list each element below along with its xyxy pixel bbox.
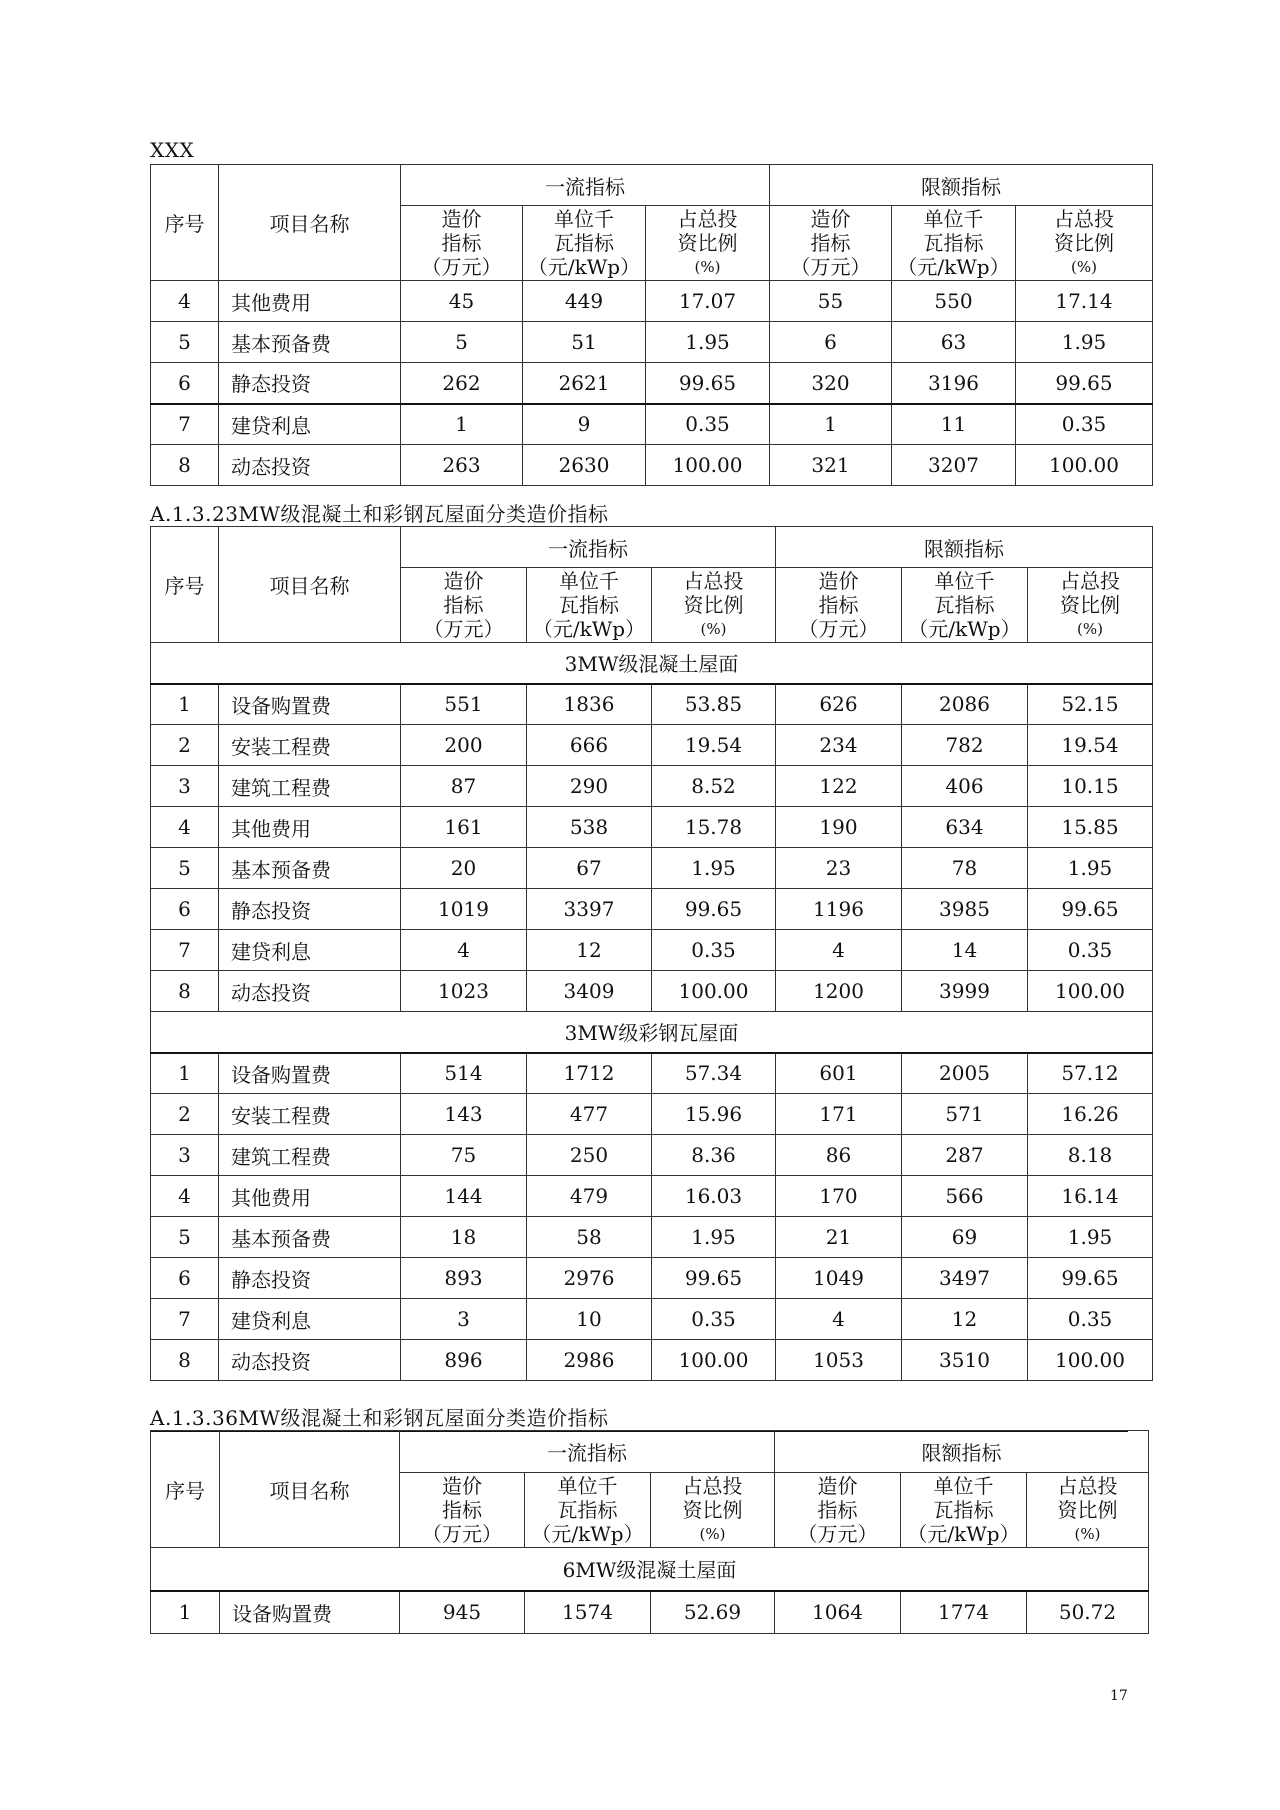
- table-row: [151, 1340, 1153, 1381]
- cell-value: 100.00: [1028, 971, 1153, 1012]
- header-ratio-line: (%): [1077, 620, 1103, 638]
- header-unit-line: 单位千: [923, 207, 984, 231]
- cell-value: 4: [776, 1299, 902, 1340]
- header-ratio-line: 占总投: [682, 1474, 743, 1498]
- header-ratio-line: 资比例: [1054, 231, 1114, 255]
- cell-seq: 4: [151, 281, 219, 322]
- cell-seq: 1: [151, 1591, 220, 1634]
- header-unit-line: （元/kWp）: [908, 617, 1021, 641]
- cell-value: 78: [902, 848, 1028, 889]
- header-cost: [776, 568, 902, 643]
- cell-value: 14: [902, 930, 1028, 971]
- header-ratio-line: 资比例: [1060, 593, 1120, 617]
- table-row: [151, 1299, 1153, 1340]
- cell-value: 12: [902, 1299, 1028, 1340]
- cell-seq: 6: [151, 889, 219, 930]
- cell-value: 2986: [527, 1340, 652, 1381]
- cell-seq: 7: [151, 404, 219, 445]
- header-group-yiliu: 一流指标: [401, 527, 776, 568]
- cell-value: 893: [401, 1258, 527, 1299]
- cell-value: 566: [902, 1176, 1028, 1217]
- cell-value: 2976: [527, 1258, 652, 1299]
- cell-value: 143: [401, 1094, 527, 1135]
- cell-value: 1064: [775, 1591, 901, 1634]
- header-cost-line: （万元）: [790, 255, 871, 279]
- header-unit-line: 瓦指标: [559, 593, 619, 617]
- cell-value: 20: [401, 848, 527, 889]
- cell-item-name: 设备购置费: [220, 1591, 400, 1634]
- cell-item-name: 动态投资: [219, 1340, 401, 1381]
- cell-value: 100.00: [646, 445, 770, 486]
- header-ratio-line: 占总投: [1054, 207, 1114, 231]
- page-number: 17: [1110, 1688, 1128, 1704]
- cell-value: 1: [401, 404, 523, 445]
- cell-item-name: 建贷利息: [219, 404, 401, 445]
- header-cost-line: 造价: [818, 569, 859, 593]
- cell-item-name: 动态投资: [219, 445, 401, 486]
- cell-value: 99.65: [1016, 363, 1153, 404]
- header-ratio-line: 资比例: [682, 1498, 743, 1522]
- header-name: 项目名称: [220, 1431, 400, 1548]
- cell-value: 87: [401, 766, 527, 807]
- cell-value: 63: [892, 322, 1016, 363]
- cell-value: 0.35: [1028, 1299, 1153, 1340]
- header-unit-line: 瓦指标: [923, 231, 984, 255]
- cell-value: 99.65: [1028, 889, 1153, 930]
- cell-value: 3397: [527, 889, 652, 930]
- cell-value: 55: [770, 281, 892, 322]
- cell-value: 100.00: [652, 1340, 776, 1381]
- header-ratio-line: 资比例: [677, 231, 738, 255]
- cell-value: 21: [776, 1217, 902, 1258]
- cost-table-6mw: [150, 1430, 1149, 1634]
- cell-value: 190: [776, 807, 902, 848]
- cell-value: 263: [401, 445, 523, 486]
- cell-value: 1774: [901, 1591, 1027, 1634]
- header-ratio: [651, 1473, 775, 1548]
- header-ratio-line: 资比例: [683, 593, 744, 617]
- cell-value: 1196: [776, 889, 902, 930]
- header-ratio: [646, 206, 770, 281]
- header-unit-line: 单位千: [934, 569, 995, 593]
- header-ratio: [652, 568, 776, 643]
- cell-value: 10: [527, 1299, 652, 1340]
- cell-item-name: 基本预备费: [219, 848, 401, 889]
- cell-value: 99.65: [646, 363, 770, 404]
- cell-value: 19.54: [652, 725, 776, 766]
- header-unit: [523, 206, 646, 281]
- header-unit-line: （元/kWp）: [527, 255, 641, 279]
- cell-value: 99.65: [652, 1258, 776, 1299]
- cell-value: 99.65: [1028, 1258, 1153, 1299]
- cell-value: 10.15: [1028, 766, 1153, 807]
- cell-value: 634: [902, 807, 1028, 848]
- cell-seq: 7: [151, 930, 219, 971]
- cell-value: 15.78: [652, 807, 776, 848]
- cell-value: 0.35: [1028, 930, 1153, 971]
- cell-value: 1023: [401, 971, 527, 1012]
- cell-seq: 3: [151, 1135, 219, 1176]
- cell-value: 50.72: [1027, 1591, 1149, 1634]
- cell-value: 1836: [527, 684, 652, 725]
- cell-value: 67: [527, 848, 652, 889]
- cell-seq: 2: [151, 725, 219, 766]
- cell-value: 477: [527, 1094, 652, 1135]
- cell-item-name: 建贷利息: [219, 930, 401, 971]
- cell-value: 1019: [401, 889, 527, 930]
- cell-value: 1200: [776, 971, 902, 1012]
- cell-seq: 5: [151, 322, 219, 363]
- header-unit-line: （元/kWp）: [897, 255, 1010, 279]
- cell-value: 666: [527, 725, 652, 766]
- header-unit-line: 单位千: [559, 569, 619, 593]
- cell-item-name: 设备购置费: [219, 684, 401, 725]
- cell-value: 0.35: [646, 404, 770, 445]
- table-row: [151, 1591, 1149, 1634]
- cell-value: 6: [770, 322, 892, 363]
- header-cost-line: 造价: [810, 207, 851, 231]
- header-cost-line: 造价: [817, 1474, 858, 1498]
- cell-item-name: 基本预备费: [219, 1217, 401, 1258]
- cell-seq: 4: [151, 807, 219, 848]
- header-cost-line: （万元）: [797, 1522, 878, 1546]
- cell-value: 2621: [523, 363, 646, 404]
- table-row: [151, 404, 1153, 445]
- cost-table-3mw: [150, 526, 1153, 1381]
- cell-value: 17.14: [1016, 281, 1153, 322]
- cell-value: 551: [401, 684, 527, 725]
- header-cost-line: 指标: [818, 593, 859, 617]
- cell-item-name: 其他费用: [219, 1176, 401, 1217]
- cell-seq: 5: [151, 1217, 219, 1258]
- table-row: [151, 1053, 1153, 1094]
- cell-value: 1574: [525, 1591, 651, 1634]
- table-row: [151, 363, 1153, 404]
- header-name: 项目名称: [219, 527, 401, 643]
- header-seq: 序号: [151, 527, 219, 643]
- table3-caption: A.1.3.36MW级混凝土和彩钢瓦屋面分类造价指标: [150, 1402, 1128, 1432]
- cell-value: 550: [892, 281, 1016, 322]
- cell-value: 2086: [902, 684, 1028, 725]
- cell-value: 1: [770, 404, 892, 445]
- cell-seq: 2: [151, 1094, 219, 1135]
- table-row: [151, 1176, 1153, 1217]
- header-cost-line: 造价: [443, 569, 484, 593]
- cell-seq: 8: [151, 1340, 219, 1381]
- cell-value: 16.03: [652, 1176, 776, 1217]
- cell-value: 86: [776, 1135, 902, 1176]
- cell-value: 15.96: [652, 1094, 776, 1135]
- cell-value: 1.95: [1016, 322, 1153, 363]
- cell-item-name: 静态投资: [219, 363, 401, 404]
- cost-table-continued: [150, 164, 1153, 486]
- cell-value: 4: [401, 930, 527, 971]
- cell-value: 19.54: [1028, 725, 1153, 766]
- header-unit-line: （元/kWp）: [907, 1522, 1020, 1546]
- cell-value: 3985: [902, 889, 1028, 930]
- cell-seq: 6: [151, 363, 219, 404]
- table-row: [151, 766, 1153, 807]
- header-cost-line: 指标: [810, 231, 851, 255]
- cell-value: 321: [770, 445, 892, 486]
- cell-value: 170: [776, 1176, 902, 1217]
- header-unit: [892, 206, 1016, 281]
- top-label: XXX: [150, 138, 195, 162]
- header-ratio-line: (%): [1074, 1525, 1101, 1543]
- header-unit-line: 瓦指标: [934, 593, 995, 617]
- header-unit: [525, 1473, 651, 1548]
- cell-item-name: 其他费用: [219, 807, 401, 848]
- cell-value: 58: [527, 1217, 652, 1258]
- header-cost-line: （万元）: [421, 255, 502, 279]
- header-cost: [775, 1473, 901, 1548]
- section-row: [151, 1012, 1153, 1053]
- cell-value: 262: [401, 363, 523, 404]
- header-cost-line: 指标: [442, 1498, 482, 1522]
- cell-value: 1.95: [652, 1217, 776, 1258]
- cell-value: 2630: [523, 445, 646, 486]
- cell-value: 538: [527, 807, 652, 848]
- cell-value: 3: [401, 1299, 527, 1340]
- cell-item-name: 动态投资: [219, 971, 401, 1012]
- table-row: [151, 1135, 1153, 1176]
- header-cost: [770, 206, 892, 281]
- cell-item-name: 安装工程费: [219, 725, 401, 766]
- table2-caption: A.1.3.23MW级混凝土和彩钢瓦屋面分类造价指标: [150, 502, 609, 526]
- cell-value: 234: [776, 725, 902, 766]
- cell-item-name: 设备购置费: [219, 1053, 401, 1094]
- cell-item-name: 安装工程费: [219, 1094, 401, 1135]
- cell-value: 571: [902, 1094, 1028, 1135]
- cell-value: 514: [401, 1053, 527, 1094]
- cell-seq: 1: [151, 684, 219, 725]
- cell-value: 3999: [902, 971, 1028, 1012]
- cell-value: 1.95: [1028, 848, 1153, 889]
- table-row: [151, 889, 1153, 930]
- table-row: [151, 684, 1153, 725]
- cell-value: 16.14: [1028, 1176, 1153, 1217]
- cell-value: 626: [776, 684, 902, 725]
- header-name: 项目名称: [219, 165, 401, 281]
- header-ratio-line: 占总投: [1057, 1474, 1118, 1498]
- cell-value: 1.95: [1028, 1217, 1153, 1258]
- cell-value: 5: [401, 322, 523, 363]
- cell-value: 782: [902, 725, 1028, 766]
- table-row: [151, 930, 1153, 971]
- cell-value: 4: [776, 930, 902, 971]
- section-title: 3MW级混凝土屋面: [151, 643, 1153, 684]
- cell-value: 23: [776, 848, 902, 889]
- cell-value: 9: [523, 404, 646, 445]
- cell-value: 200: [401, 725, 527, 766]
- cell-seq: 3: [151, 766, 219, 807]
- header-unit: [527, 568, 652, 643]
- table-row: [151, 1217, 1153, 1258]
- header-group-xiane: 限额指标: [776, 527, 1153, 568]
- cell-value: 287: [902, 1135, 1028, 1176]
- cell-value: 1049: [776, 1258, 902, 1299]
- cell-item-name: 其他费用: [219, 281, 401, 322]
- header-cost-line: 指标: [443, 593, 484, 617]
- section-row: [151, 1548, 1149, 1591]
- cell-seq: 4: [151, 1176, 219, 1217]
- header-cost: [401, 568, 527, 643]
- cell-value: 52.69: [651, 1591, 775, 1634]
- header-group-xiane: 限额指标: [770, 165, 1153, 206]
- cell-value: 12: [527, 930, 652, 971]
- cell-value: 406: [902, 766, 1028, 807]
- header-unit-line: 单位千: [933, 1474, 994, 1498]
- cell-value: 0.35: [1016, 404, 1153, 445]
- header-cost: [400, 1473, 525, 1548]
- header-row: [151, 1431, 1149, 1473]
- cell-value: 53.85: [652, 684, 776, 725]
- cell-value: 3497: [902, 1258, 1028, 1299]
- header-unit-line: （元/kWp）: [532, 617, 646, 641]
- header-cost-line: 指标: [441, 231, 482, 255]
- cell-value: 1.95: [652, 848, 776, 889]
- header-ratio: [1028, 568, 1153, 643]
- header-unit-line: 瓦指标: [933, 1498, 994, 1522]
- header-ratio-line: 占总投: [677, 207, 738, 231]
- header-ratio-line: (%): [694, 258, 721, 276]
- cell-item-name: 建筑工程费: [219, 766, 401, 807]
- header-group-yiliu: 一流指标: [400, 1431, 775, 1473]
- cell-seq: 5: [151, 848, 219, 889]
- cell-value: 449: [523, 281, 646, 322]
- cell-value: 250: [527, 1135, 652, 1176]
- cell-value: 320: [770, 363, 892, 404]
- table-row: [151, 848, 1153, 889]
- cell-value: 3510: [902, 1340, 1028, 1381]
- header-ratio-line: (%): [1071, 258, 1097, 276]
- cell-item-name: 静态投资: [219, 889, 401, 930]
- header-unit: [902, 568, 1028, 643]
- header-cost-line: 造价: [441, 207, 482, 231]
- cell-seq: 1: [151, 1053, 219, 1094]
- header-row: [151, 165, 1153, 206]
- cell-value: 2005: [902, 1053, 1028, 1094]
- cell-seq: 7: [151, 1299, 219, 1340]
- table-row: [151, 725, 1153, 766]
- cell-value: 15.85: [1028, 807, 1153, 848]
- cell-value: 171: [776, 1094, 902, 1135]
- header-row: [151, 527, 1153, 568]
- cell-item-name: 基本预备费: [219, 322, 401, 363]
- cell-seq: 8: [151, 445, 219, 486]
- cell-value: 0.35: [652, 1299, 776, 1340]
- table-row: [151, 807, 1153, 848]
- header-unit-line: 瓦指标: [554, 231, 614, 255]
- cell-value: 896: [401, 1340, 527, 1381]
- header-ratio-line: (%): [699, 1525, 726, 1543]
- cell-value: 1053: [776, 1340, 902, 1381]
- cell-value: 52.15: [1028, 684, 1153, 725]
- cell-value: 17.07: [646, 281, 770, 322]
- header-seq: 序号: [151, 1431, 220, 1548]
- table-row: [151, 281, 1153, 322]
- cell-value: 0.35: [652, 930, 776, 971]
- cell-value: 144: [401, 1176, 527, 1217]
- header-cost: [401, 206, 523, 281]
- header-cost-line: （万元）: [422, 1522, 502, 1546]
- table-row: [151, 971, 1153, 1012]
- cell-seq: 6: [151, 1258, 219, 1299]
- cell-value: 69: [902, 1217, 1028, 1258]
- cell-value: 290: [527, 766, 652, 807]
- header-unit-line: （元/kWp）: [531, 1522, 644, 1546]
- cell-item-name: 静态投资: [219, 1258, 401, 1299]
- table-row: [151, 445, 1153, 486]
- cell-value: 57.12: [1028, 1053, 1153, 1094]
- header-ratio: [1027, 1473, 1149, 1548]
- cell-value: 601: [776, 1053, 902, 1094]
- cell-value: 51: [523, 322, 646, 363]
- cell-value: 100.00: [1028, 1340, 1153, 1381]
- header-cost-line: （万元）: [798, 617, 879, 641]
- cell-value: 161: [401, 807, 527, 848]
- cell-item-name: 建贷利息: [219, 1299, 401, 1340]
- cell-value: 945: [400, 1591, 525, 1634]
- header-unit-line: 单位千: [554, 207, 614, 231]
- cell-item-name: 建筑工程费: [219, 1135, 401, 1176]
- header-ratio: [1016, 206, 1153, 281]
- header-ratio-line: 资比例: [1057, 1498, 1118, 1522]
- cell-value: 45: [401, 281, 523, 322]
- header-unit: [901, 1473, 1027, 1548]
- cell-value: 18: [401, 1217, 527, 1258]
- header-unit-line: 单位千: [557, 1474, 618, 1498]
- table-row: [151, 322, 1153, 363]
- cell-value: 100.00: [652, 971, 776, 1012]
- cell-value: 1712: [527, 1053, 652, 1094]
- header-unit-line: 瓦指标: [557, 1498, 618, 1522]
- cell-value: 3409: [527, 971, 652, 1012]
- cell-value: 16.26: [1028, 1094, 1153, 1135]
- table-row: [151, 1094, 1153, 1135]
- table-row: [151, 1258, 1153, 1299]
- cell-value: 100.00: [1016, 445, 1153, 486]
- header-ratio-line: 占总投: [1060, 569, 1120, 593]
- cell-value: 8.36: [652, 1135, 776, 1176]
- header-cost-line: 造价: [442, 1474, 482, 1498]
- cell-value: 75: [401, 1135, 527, 1176]
- cell-value: 122: [776, 766, 902, 807]
- cell-value: 3196: [892, 363, 1016, 404]
- cell-value: 57.34: [652, 1053, 776, 1094]
- header-cost-line: 指标: [817, 1498, 858, 1522]
- header-cost-line: （万元）: [423, 617, 504, 641]
- cell-seq: 8: [151, 971, 219, 1012]
- section-title: 3MW级彩钢瓦屋面: [151, 1012, 1153, 1053]
- cell-value: 8.18: [1028, 1135, 1153, 1176]
- header-seq: 序号: [151, 165, 219, 281]
- section-row: [151, 643, 1153, 684]
- cell-value: 1.95: [646, 322, 770, 363]
- header-group-yiliu: 一流指标: [401, 165, 770, 206]
- header-ratio-line: 占总投: [683, 569, 744, 593]
- header-ratio-line: (%): [700, 620, 727, 638]
- cell-value: 99.65: [652, 889, 776, 930]
- section-title: 6MW级混凝土屋面: [151, 1548, 1149, 1591]
- cell-value: 8.52: [652, 766, 776, 807]
- header-group-xiane: 限额指标: [775, 1431, 1149, 1473]
- cell-value: 3207: [892, 445, 1016, 486]
- cell-value: 11: [892, 404, 1016, 445]
- cell-value: 479: [527, 1176, 652, 1217]
